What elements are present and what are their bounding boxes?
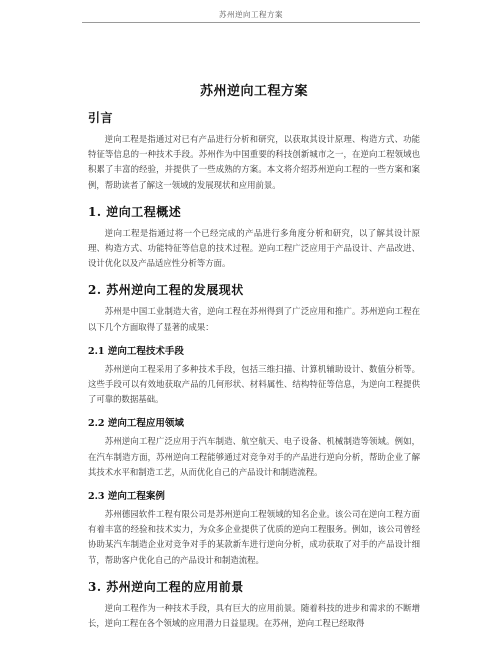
section-2-1-heading: 2.1 逆向工程技术手段 bbox=[88, 345, 184, 357]
section-1-heading: 1. 逆向工程概述 bbox=[88, 204, 182, 219]
section-2-heading: 2. 苏州逆向工程的发展现状 bbox=[88, 283, 244, 298]
document-body bbox=[88, 70, 420, 631]
header-divider bbox=[82, 22, 420, 23]
section-3-paragraph: 逆向工程作为一种技术手段，具有巨大的应用前景。随着科技的进步和需求的不断增长，逆向工程在各个领域的应用潜力日益显现。在苏州，逆向工程已经取得 bbox=[88, 602, 420, 629]
intro-heading: 引言 bbox=[88, 111, 114, 125]
section-2-3-heading: 2.3 逆向工程案例 bbox=[88, 491, 165, 503]
intro-paragraph: 逆向工程是指通过对已有产品进行分析和研究，以获取其设计原理、构造方式、功能特征等信息的一种技术手段。苏州作为中国重要的科技创新城市之一，在逆向工程领域也积累了丰富的经验，并提供了一些成熟的方案。本文将介绍苏州逆向工程的一些方案和案例，帮助读者了解这一领域的发展现状和应用前景。 bbox=[88, 134, 420, 190]
section-2-2-heading: 2.2 逆向工程应用领域 bbox=[88, 418, 184, 430]
section-1-paragraph: 逆向工程是指通过将一个已经完成的产品进行多角度分析和研究，以了解其设计原理、构造方式、功能特征等信息的技术过程。逆向工程广泛应用于产品设计、产品改进、设计优化以及产品适应性分析等方面。 bbox=[88, 227, 420, 269]
section-2-1-paragraph: 苏州逆向工程采用了多种技术手段，包括三维扫描、计算机辅助设计、数值分析等。这些手段可以有效地获取产品的几何形状、材料属性、结构特征等信息，为逆向工程提供了可靠的数据基础。 bbox=[88, 363, 420, 405]
section-3-heading: 3. 苏州逆向工程的应用前景 bbox=[88, 579, 244, 594]
section-2-2-paragraph: 苏州逆向工程广泛应用于汽车制造、航空航天、电子设备、机械制造等领域。例如，在汽车制造方面，苏州逆向工程能够通过对竞争对手的产品进行逆向分析，帮助企业了解其技术水平和制造工艺，从而优化自己的产品设计和制造流程。 bbox=[88, 436, 420, 477]
section-2-paragraph: 苏州是中国工业制造大省，逆向工程在苏州得到了广泛应用和推广。苏州逆向工程在以下几个方面取得了显著的成果： bbox=[88, 306, 420, 332]
document-title: 苏州逆向工程方案 bbox=[199, 84, 308, 99]
section-2-3-paragraph: 苏州德园软件工程有限公司是苏州逆向工程领域的知名企业。该公司在逆向工程方面有着丰富的经验和技术实力，为众多企业提供了优质的逆向工程服务。例如，该公司曾经协助某汽车制造企业对竞争对手的某款新车进行逆向分析，成功获取了对手的产品设计细节，帮助客户优化自己的产品设计和制造流程。 bbox=[88, 509, 420, 565]
page-header: 苏州逆向工程方案 bbox=[219, 10, 283, 19]
